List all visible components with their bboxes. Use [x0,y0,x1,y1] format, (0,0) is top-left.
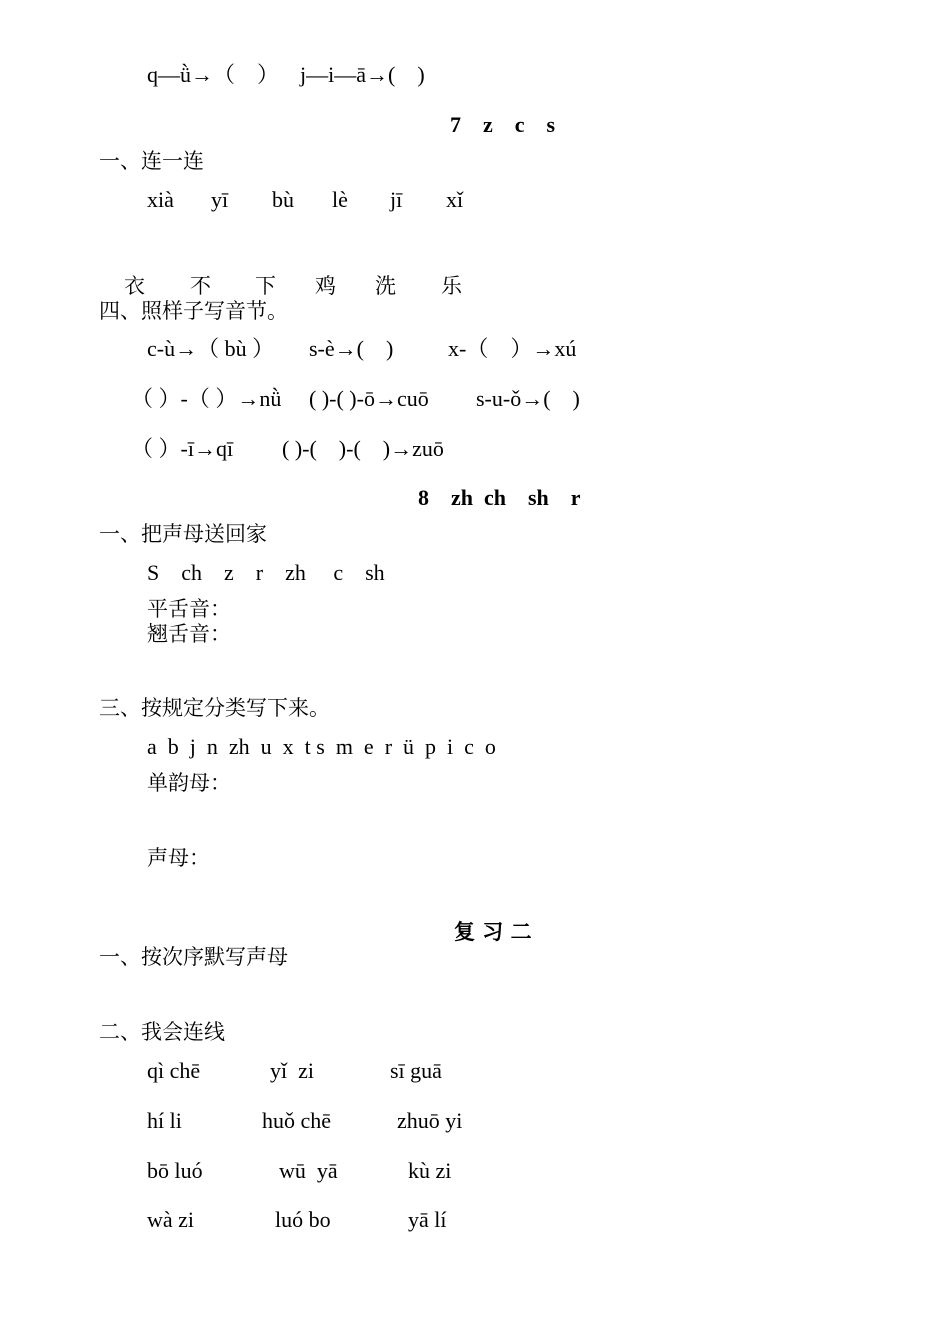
pinyin-item: xǐ [446,187,464,212]
exercise-item: （ ）-（ ）→nǜ [131,386,282,411]
syllable-exercise-1: q—ǜ→（ ） [147,62,280,87]
matching-item: yā lí [408,1207,447,1232]
matching-item: huǒ chē [262,1108,332,1133]
lesson-7-title: 7 z c s [450,112,556,137]
matching-item: hí li [147,1108,182,1133]
matching-item: qì chē [147,1058,201,1083]
hanzi-item: 洗 [375,274,396,298]
exercise-item: c-ù→（ bù ） [147,336,275,361]
syllable-exercise-2: j—i—ā→( ) [300,62,425,87]
pinyin-item: yī [211,187,229,212]
initials-label: 声母： [147,846,210,870]
matching-item: luó bo [275,1207,331,1232]
exercise-item: s-è→( ) [309,336,394,361]
exercise-item: ( )-( )-( )→zuō [282,436,444,461]
matching-item: yǐ zi [270,1058,314,1083]
pinyin-item: lè [332,187,348,212]
exercise-item: s-u-ǒ→( ) [476,386,580,411]
retroflex-label: 翘舌音： [147,622,231,646]
matching-item: kù zi [408,1158,452,1183]
matching-item: zhuō yi [397,1108,463,1133]
exercise-item: x-（ ）→xú [448,336,577,361]
hanzi-item: 下 [255,274,276,298]
hanzi-item: 鸡 [315,274,336,298]
review-2-q2-label: 二、我会连线 [99,1020,225,1044]
lesson-8-q1-label: 一、把声母送回家 [99,522,267,546]
lesson-8-title: 8 zh ch sh r [418,485,581,510]
hanzi-item: 不 [190,274,211,298]
flat-tongue-label: 平舌音： [147,597,231,621]
matching-item: wà zi [147,1207,195,1232]
pinyin-item: xià [147,187,174,212]
exercise-item: ( )-( )-ō→cuō [309,386,429,411]
matching-item: bō luó [147,1158,203,1183]
lesson-7-q4-label: 四、照样子写音节。 [99,299,288,323]
hanzi-item: 乐 [441,274,462,298]
lesson-8-q3-label: 三、按规定分类写下来。 [99,696,330,720]
pinyin-item: bù [272,187,294,212]
review-2-title: 复 习 二 [454,920,532,944]
letters-list: a b j n zh u x t s m e r ü p i c o [147,734,496,759]
matching-item: wū yā [279,1158,338,1183]
initials-list: S ch z r zh c sh [147,560,385,585]
single-finals-label: 单韵母： [147,771,231,795]
review-2-q1-label: 一、按次序默写声母 [99,945,288,969]
lesson-7-q1-label: 一、连一连 [99,149,204,173]
matching-item: sī guā [390,1058,442,1083]
hanzi-item: 衣 [124,274,145,298]
pinyin-item: jī [390,187,403,212]
exercise-item: （ ）-ī→qī [131,436,234,461]
